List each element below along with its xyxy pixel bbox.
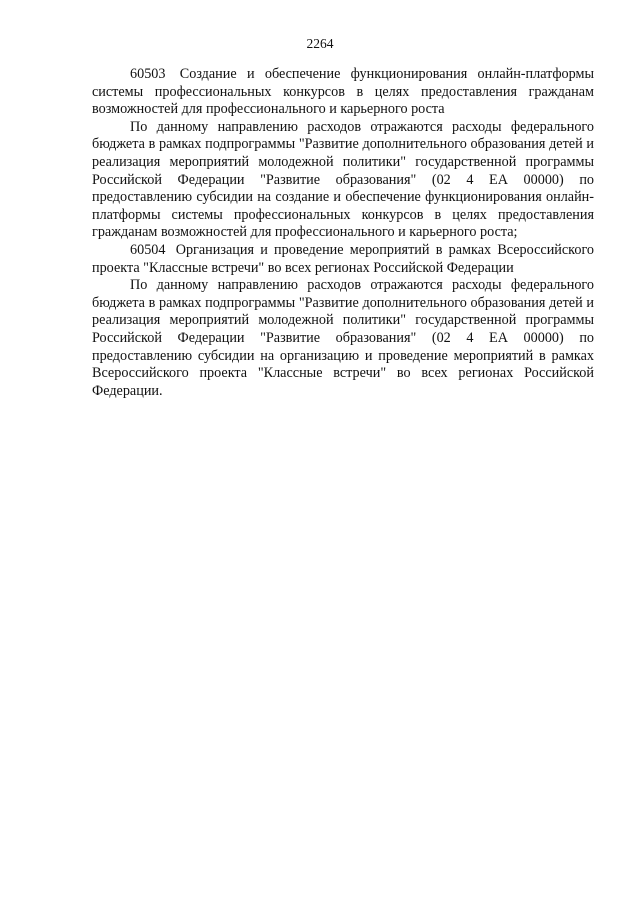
section-description-60503: По данному направлению расходов отражаются расходы федерального бюджета в рамках подпрограммы "Развитие дополнительного образования детей и реализация мероприятий молодежной политики" государственной программы Российской Федерации "Развитие образования" (02 4 ЕА 00000) по предоставлению субсидии на создание и обеспечение функционирования онлайн-платформы системы профессиональных конкурсов в целях предоставления гражданам возможностей для профессионального и карьерного роста;: [92, 118, 594, 241]
document-body: [92, 66, 594, 400]
section-title-text: Организация и проведение мероприятий в рамках Всероссийского проекта "Классные встречи" во всех регионах Российской Федерации: [92, 241, 595, 276]
section-code: 60504: [130, 241, 166, 258]
section-title-text: Создание и обеспечение функционирования онлайн-платформы системы профессиональных конкурсов в целях предоставления гражданам возможностей для профессионального и карьерного роста: [92, 66, 594, 118]
section-code: 60503: [130, 66, 166, 82]
page-number: 2264: [306, 36, 334, 51]
section-title-60503: [92, 66, 594, 119]
section-title-60504: [92, 242, 594, 277]
section-description-60504: По данному направлению расходов отражаются расходы федерального бюджета в рамках подпрограммы "Развитие дополнительного образования детей и реализация мероприятий молодежной политики" государственной программы Российской Федерации "Развитие образования" (02 4 ЕА 00000) по предоставлению субсидии на организацию и проведение мероприятий в рамках Всероссийского проекта "Классные встречи" во всех регионах Российской Федерации.: [92, 277, 594, 399]
